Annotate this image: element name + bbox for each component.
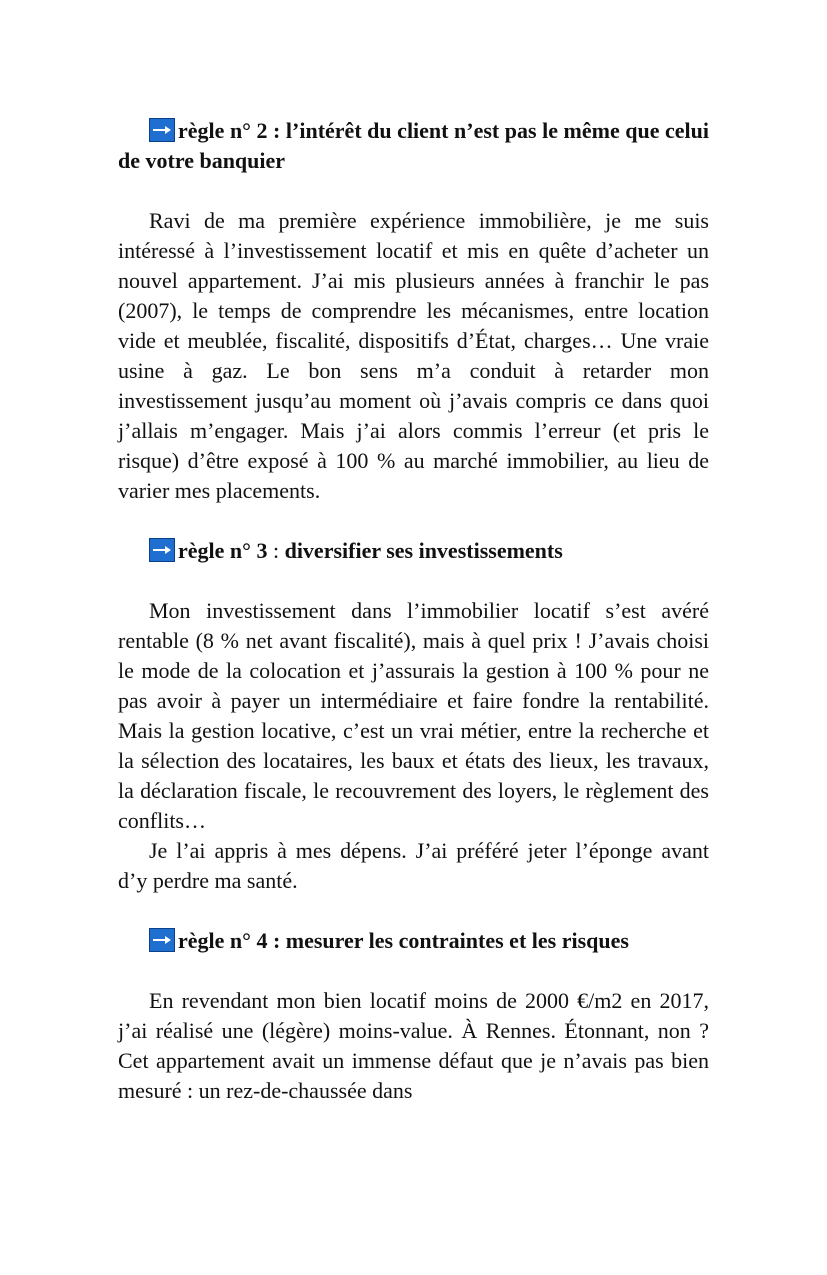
rule-4-heading: [118, 926, 709, 956]
rule-4-text: règle n° 4 : mesurer les contraintes et les risques: [178, 928, 629, 953]
paragraph-2: Mon investissement dans l’immobilier locatif s’est avéré rentable (8 % net avant fiscalité), mais à quel prix ! J’avais choisi le mode de la colocation et j’assurais la gestion à 100 % pour ne pas avoir à payer un intermédiaire et faire fondre la rentabilité. Mais la gestion locative, c’est un vrai métier, entre la recherche et la sélection des locataires, les baux et états des lieux, les travaux, la déclaration fiscale, le recouvrement des loyers, le règlement des conflits…: [118, 598, 709, 833]
rule-3-heading: [118, 536, 709, 566]
rule-2-text: règle n° 2 : l’intérêt du client n’est pas le même que celui de votre banquier: [118, 118, 709, 173]
paragraph-3: Je l’ai appris à mes dépens. J’ai préféré jeter l’éponge avant d’y perdre ma santé.: [118, 838, 709, 893]
paragraph-4: En revendant mon bien locatif moins de 2000 €/m2 en 2017, j’ai réalisé une (légère) moins-value. À Rennes. Étonnant, non ? Cet appartement avait un immense défaut que je n’avais pas bien mesuré : un rez-de-chaussée dans: [118, 988, 709, 1103]
right-arrow-icon: [149, 118, 175, 142]
right-arrow-icon: [149, 538, 175, 562]
rule-3-separator: :: [267, 538, 285, 563]
rule-3-prefix: règle n° 3: [178, 538, 268, 563]
paragraph-1: Ravi de ma première expérience immobilière, je me suis intéressé à l’investissement locatif et mis en quête d’acheter un nouvel appartement. J’ai mis plusieurs années à franchir le pas (2007), le temps de comprendre les mécanismes, entre location vide et meublée, fiscalité, dispositifs d’État, charges… Une vraie usine à gaz. Le bon sens m’a conduit à retarder mon investissement jusqu’au moment où j’avais compris ce dans quoi j’allais m’engager. Mais j’ai alors commis l’erreur (et pris le risque) d’être exposé à 100 % au marché immobilier, au lieu de varier mes placements.: [118, 208, 709, 503]
rule-3-title: diversifier ses investissements: [284, 538, 563, 563]
rule-2-heading: [118, 116, 709, 176]
right-arrow-icon: [149, 928, 175, 952]
document-page: [118, 116, 709, 1106]
